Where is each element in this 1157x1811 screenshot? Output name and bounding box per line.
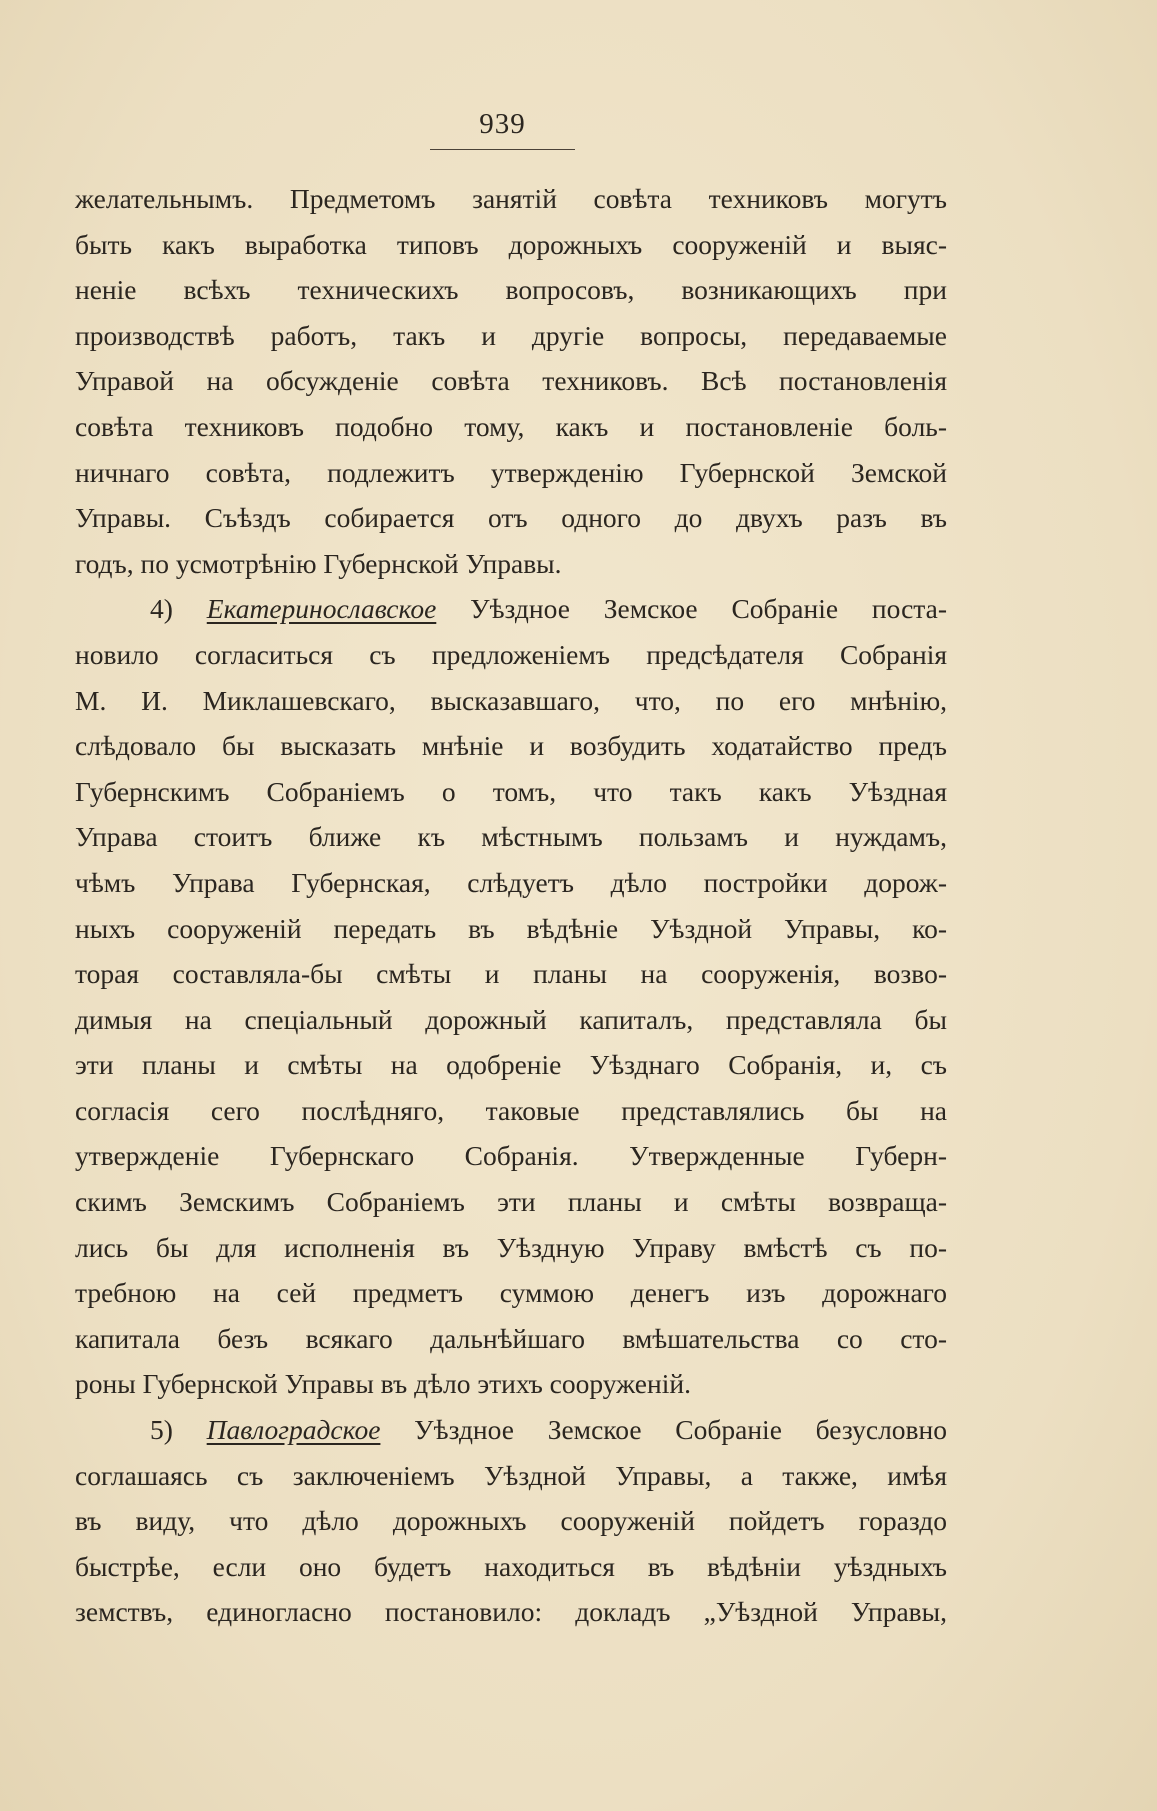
line-text: роны Губернской Управы въ дѣло этихъ сооруженій.	[75, 1368, 691, 1400]
text-line	[75, 313, 947, 359]
text-line	[75, 1361, 947, 1407]
line-text: быстрѣе, если оно будетъ находиться въ вѣдѣніи уѣздныхъ	[75, 1550, 947, 1582]
line-text: скимъ Земскимъ Собраніемъ эти планы и смѣты возвраща-	[75, 1186, 947, 1218]
line-text: чѣмъ Управа Губернская, слѣдуетъ дѣло постройки дорож-	[75, 866, 947, 898]
paragraph-number: 5)	[150, 1414, 207, 1446]
text-line	[75, 404, 947, 450]
text-line	[75, 358, 947, 404]
line-text: М. И. Миклашевскаго, высказавшаго, что, по его мнѣнію,	[75, 684, 947, 716]
text-line	[75, 1179, 947, 1225]
line-text: требною на сей предметъ суммою денегъ изъ дорожнаго	[75, 1277, 947, 1309]
line-text: производствѣ работъ, такъ и другіе вопросы, передаваемые	[75, 319, 947, 351]
line-text: новило согласиться съ предложеніемъ предсѣдателя Собранія	[75, 638, 947, 670]
text-line	[75, 450, 947, 496]
line-text: слѣдовало бы высказать мнѣніе и возбудить ходатайство предъ	[75, 730, 947, 762]
text-line	[75, 1133, 947, 1179]
text-line	[75, 541, 947, 587]
text-line	[75, 723, 947, 769]
line-text: согласія сего послѣдняго, таковые представлялись бы на	[75, 1094, 947, 1126]
text-line	[75, 222, 947, 268]
text-line	[75, 678, 947, 724]
text-line	[75, 1088, 947, 1134]
text-line	[75, 1042, 947, 1088]
line-text: быть какъ выработка типовъ дорожныхъ сооруженій и выяс-	[75, 228, 947, 260]
line-text: Управы. Съѣздъ собирается отъ одного до двухъ разъ въ	[75, 502, 947, 534]
text-line	[75, 1453, 947, 1499]
line-text: ныхъ сооруженій передать въ вѣдѣніе Уѣздной Управы, ко-	[75, 912, 947, 944]
line-text: торая составляла-бы смѣты и планы на сооруженія, возво-	[75, 958, 947, 990]
line-text: годъ, по усмотрѣнію Губернской Управы.	[75, 547, 562, 579]
text-line	[75, 1589, 947, 1635]
text-line	[75, 267, 947, 313]
text-line	[75, 176, 947, 222]
emphasized-district-name: Екатеринославское	[206, 593, 437, 625]
line-text: въ виду, что дѣло дорожныхъ сооруженій пойдетъ гораздо	[75, 1505, 947, 1537]
body-text	[75, 176, 947, 1635]
line-text: утвержденіе Губернскаго Собранія. Утвержденные Губерн-	[75, 1140, 947, 1172]
text-line	[75, 632, 947, 678]
line-text: Управой на обсужденіе совѣта техниковъ. Всѣ постановленія	[75, 365, 947, 397]
text-line	[75, 1498, 947, 1544]
paragraph-number: 4)	[150, 593, 207, 625]
line-text: Уѣздное Земское Собраніе безусловно	[380, 1414, 947, 1446]
text-line	[75, 860, 947, 906]
text-line	[75, 495, 947, 541]
page-number: 939	[479, 108, 526, 140]
text-line	[75, 1544, 947, 1590]
text-line	[75, 1270, 947, 1316]
line-text: Уѣздное Земское Собраніе поста-	[436, 593, 947, 625]
text-line	[75, 1407, 947, 1453]
line-text: совѣта техниковъ подобно тому, какъ и постановленіе боль-	[75, 410, 947, 442]
text-line	[75, 997, 947, 1043]
line-text: Губернскимъ Собраніемъ о томъ, что такъ какъ Уѣздная	[75, 775, 947, 807]
line-text: капитала безъ всякаго дальнѣйшаго вмѣшательства со сто-	[75, 1322, 947, 1354]
line-text: желательнымъ. Предметомъ занятій совѣта техниковъ могутъ	[75, 183, 947, 214]
text-line	[75, 814, 947, 860]
line-text: Управа стоитъ ближе къ мѣстнымъ пользамъ и нуждамъ,	[75, 821, 947, 853]
line-text: неніе всѣхъ техническихъ вопросовъ, возникающихъ при	[75, 274, 947, 306]
line-text: димыя на спеціальный дорожный капиталъ, представляла бы	[75, 1003, 947, 1035]
page-number-rule	[430, 149, 575, 150]
text-line	[75, 1225, 947, 1271]
text-line	[75, 769, 947, 815]
line-text: лись бы для исполненія въ Уѣздную Управу вмѣстѣ съ по-	[75, 1231, 947, 1263]
line-text: эти планы и смѣты на одобреніе Уѣзднаго Собранія, и, съ	[75, 1049, 947, 1081]
line-text: земствъ, единогласно постановило: докладъ „Уѣздной Управы,	[75, 1596, 947, 1628]
line-text: ничнаго совѣта, подлежитъ утвержденію Губернской Земской	[75, 456, 947, 488]
text-line	[75, 1316, 947, 1362]
text-line	[75, 586, 947, 632]
text-line	[75, 906, 947, 952]
line-text: соглашаясь съ заключеніемъ Уѣздной Управы, а также, имѣя	[75, 1459, 947, 1491]
text-line	[75, 951, 947, 997]
emphasized-district-name: Павлоградское	[206, 1414, 381, 1446]
